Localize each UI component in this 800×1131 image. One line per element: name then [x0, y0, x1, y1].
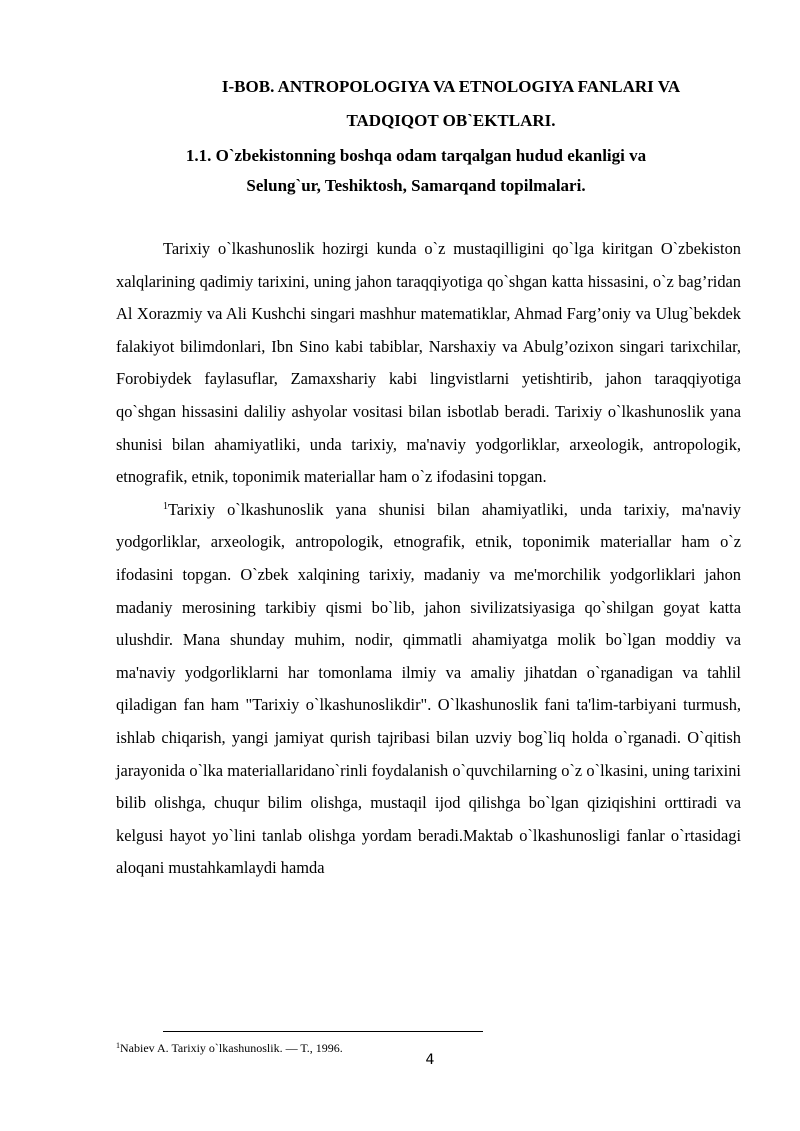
page-number: 4 [425, 1052, 435, 1068]
footnote-separator [163, 1031, 483, 1032]
footnote-text: Nabiev A. Tarixiy o`lkashunoslik. — T., 1996. [120, 1041, 343, 1055]
paragraph-text: Tarixiy o`lkashunoslik hozirgi kunda o`z mustaqilligini qo`lga kiritgan O`zbekiston xalqlarining qadimiy tarixini, uning jahon taraqqiyotiga qo`shgan katta hissasini, o`z bag’ridan Al Xorazmiy va Ali Kushchi singari mashhur matematiklar, Ahmad Farg’oniy va Ulug`bekdek falakiyot bilimdonlari, Ibn Sino kabi tabiblar, Narshaxiy va Abulg’ozixon singari tarixchilar, Forobiydek faylasuflar, Zamaxshariy kabi lingvistlarni yetishtirib, jahon taraqqiyotiga qo`shgan hissasini daliliy ashyolar vositasi bilan isbotlab beradi. Tarixiy o`lkashunoslik yana shunisi bilan ahamiyatliki, unda tarixiy, ma'naviy yodgorliklar, arxeologik, antropologik, etnografik, etnik, toponimik materiallar ham o`z ifodasini topgan. [116, 239, 741, 487]
chapter-title-line-2: TADQIQOT OB`EKTLARI. [346, 111, 556, 130]
section-title-line-2: Selung`ur, Teshiktosh, Samarqand topilmalari. [246, 176, 586, 195]
section-title-line-1: 1.1. O`zbekistonning boshqa odam tarqalgan hudud ekanligi va [185, 146, 647, 165]
footnote-reference[interactable]: 1 [163, 500, 168, 512]
chapter-title-line-1: I-BOB. ANTROPOLOGIYA VA ETNOLOGIYA FANLARI VA [221, 77, 681, 96]
paragraph-text: Tarixiy o`lkashunoslik yana shunisi bilan ahamiyatliki, unda tarixiy, ma'naviy yodgorliklar, arxeologik, antropologik, etnografik, etnik, toponimik materiallar ham o`z ifodasini topgan. O`zbek xalqining tarixiy, madaniy va me'morchilik yodgorliklari jahon madaniy merosining tarkibiy qismi bo`lib, jahon sivilizatsiyasiga qo`shilgan goyat katta ulushdir. Mana shunday muhim, nodir, qimmatli ahamiyatga molik bo`lgan moddiy va ma'naviy yodgorliklarni har tomonlama ilmiy va amaliy jihatdan o`rganadigan va tahlil qiladigan fan ham "Tarixiy o`lkashunoslikdir". O`lkashunoslik fani ta'lim-tarbiyani turmush, ishlab chiqarish, yangi jamiyat qurish tajribasi bilan uzviy bog`liq holda o`rganadi. O`qitish jarayonida o`lka materiallaridano`rinli foydalanish o`quvchilarning o`z o`lkasini, uning tarixini bilib olishga, chuqur bilim olishga, mustaqil ijod qilishga bo`lgan qiziqishini orttiradi va kelgusi hayot yo`lini tanlab olishga yordam beradi.Maktab o`lkashunosligi fanlar o`rtasidagi aloqani mustahkamlaydi hamda [116, 499, 741, 878]
paragraph [116, 233, 741, 494]
footnote-marker: 1 [116, 1041, 120, 1050]
paragraph [116, 494, 741, 885]
body-text [116, 233, 741, 885]
